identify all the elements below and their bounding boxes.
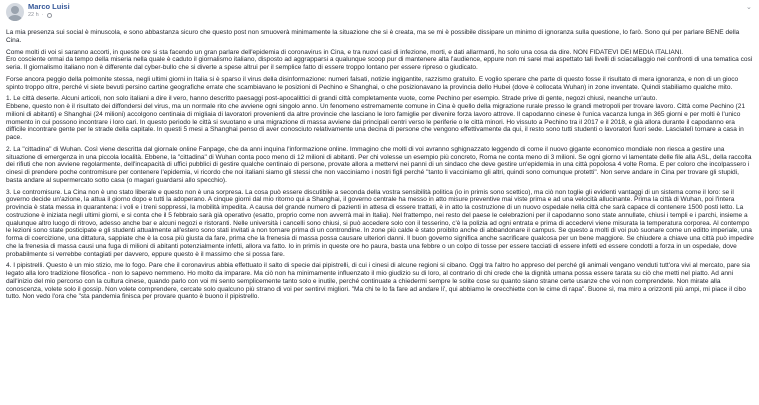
paragraph: 3. Le contromisure. La Cina non è uno stato liberale e questo non è una sorpresa. La cosa può essere discutibile a seconda della vostra sensibilità politica (io in primis sono scettico), ma ciò non toglie gli evidenti vantaggi di un sistema come il loro: se il governo decide un'azione, la attua il giorno dopo e tutti la adoperano. A cinque giorni dal mio ritorno qui a Shanghai, il governo centrale ha messo in atto misure preventive mai viste prima e ad una velocità allucinante. Prima la città di Wuhan, poi l'intera provincia è stata messa in quarantena: i voli e i treni soppressi, la mobilità impedita. A causa del grande numero di pazienti in attesa di essere trattati, è in atto la costruzione di un nuovo ospedale nella città che sarà capace di contenere 1500 posti letto. La costruzione è iniziata negli ultimi giorni, e si conta che il 5 febbraio sarà già operativo (esatto, proprio come non avverrà mai in Italia). Nel frattempo, nei resto del paese le celebrazioni per il capodanno sono state annullate, chiusi i templi e i parchi, insieme a qualunque altro luogo di ritrovo, adesso anche bar e alcuni negozi e ristoranti. Nelle università i cancelli sono chiusi, si può accedere solo con il tesserino, c'è la polizia ad ogni entrata e prima di accedervi viene misurata la temperatura corporea. Al contempo le lezioni sono state posticipate e gli studenti attualmente all'estero sono stati invitati a non tornare prima di un controndine. In zone più calde è stato proibito anche di abbandonare il campus. Se questo a molti di voi può suonare come un editto imperiale, una forma di coercizione, una dittatura, sappiate che è la cosa più giusta da fare, prima che la frenesia di massa possa causare ulteriori danni. Il buon governo significa anche sacrificare qualcosa per un bene maggiore. Se chiudere a chiave una città può impedire che la frenesia di massa causi una fuga di milioni di abitanti potenzialmente infetti, allora va fatto. Io in primis in queste ore ho paura, basta una febbre o un colpo di tosse per essere tacciati di essere infetti ed essere condotti a forza in un ospedale, dove probabilmente si verrebbe contagiati per davvero, eppure questo è il massimo che si possa fare. [6, 188, 754, 258]
globe-icon [47, 13, 52, 18]
chevron-down-icon[interactable]: ⌄ [746, 4, 752, 11]
author-name[interactable]: Marco Luisi [28, 2, 70, 11]
paragraph: 1. Le città deserte. Alcuni articoli, non solo italiani a dire il vero, hanno descritto paesaggi post-apocalittici di grandi città completamente vuote, come Pechino per esempio. Strade prive di gente, negozi chiusi, neanche un'auto. Ebbene, questo non è il risultato dei diffondersi del virus, ma un normale rito che avviene ogni singolo anno. Un fenomeno estremamente comune in Cina è quello della migrazione rurale presso le grandi metropoli per trovare lavoro. Città come Pechino (21 milioni di abitanti) e Shanghai (24 milioni) accolgono centinaia di migliaia di lavoratori provenienti da altre provincie che lasciano le loro famiglie per divenire forza lavoro attrove. Il capodanno cinese è l'unica vacanza lunga in 365 giorni e per molti è l'unico momento in cui possono incontrare i loro cari. In questo periodo le città si svuotano e una migrazione di massa avviene dai principali centri verso le periferie o le città minori. Ho vissuto a Pechino tra il 2017 e il 2018, e già allora durante il capodanno era difficile incontrare gente per le strade della capitale. In questi 5 mesi a Shanghai penso di aver conosciuto relativamente una decina di persone che vengono effettivamente da qui, il resto sono tutti studenti o lavoratori fuori sede. Lasciatelì tornare a casa in pace. [6, 95, 745, 141]
paragraph: 4. I pipistrelli. Questo è un mio stizio, me lo fogo. Pare che il coronavirus abbia effettuato il salto di specie dai pipistrelli, di cui i cinesi di alcune regioni si cibano. Oggi tra l'altro ho appreso del perché gli animali vengano venduti tutt'ora vivi al mercato, pare sia legato alla loro tradizione filosofica - non lo sapevo nemmeno. Ho molto da imparare. Ma ciò non ha minimamente influenzato il mio giudizio su di loro, al contrario di chi crede che la dignità umana possa essere tarata su ciò che metti nel piatto. Ad anni dall'inizio del mio percorso con la cultura cinese, quando parlo con voi mi sento semplicemente tanto solo e inutile, perché continuate a chiedermi sempre le solite cose su quanto siano strane certe usanze che voi non comprendete. Non mirate alla conoscenza, volete solo il gossip. Non volete comprendere, cercate solo qualcuno più strano di voi per sentirvi migliori. "Ma chi te lo fa fare ad andare li', qui abbiamo le orecchiette con le cime di rapa". Buone sì, ma miro a orizzonti più ampi, mi piace il cibo tutto. Non vedo l'ora che "sta pandemia finisca per provare quanto è buono il pipistrello. [6, 262, 751, 301]
meta-separator: · [41, 12, 44, 18]
paragraph: La mia presenza sui social è minuscola, e sono abbastanza sicuro che questo post non smuoverà minimamente la situazione che si è creata, ma se mi è possibile dissipare un minimo di ignoranza sulla questione, lo farò. Sono qui per parlare BENE della Cina. [6, 29, 740, 44]
paragraph: Come molti di voi si saranno accorti, in queste ore si sta facendo un gran parlare dell'epidemia di coronavirus in Cina, e tra nuovi casi di infezione, morti, e dati allarmanti, ho solo una cosa da dire. NON FIDATEVI DEI MEDIA ITALIANI. Ero cosciente ormai da tempo della miseria nella quale è caduto il giornalismo italiano, disposto ad aggrapparsi a qualunque scoop pur di mantenere alta l'audience, eppure non mi sarei mai aspettato tali livelli di sciacallaggio nei confronti di una tematica così seria. Il giornalismo italiano non è differente dal cyber-bullo che si diverte a spese altrui per il semplice fatto di essere troppo lontano per essere ripreso o giudicato. [6, 48, 753, 71]
post-body [6, 29, 754, 305]
avatar-head [11, 6, 19, 14]
post-time[interactable]: 22 h [28, 12, 39, 18]
post-meta [28, 12, 52, 18]
avatar[interactable] [6, 3, 24, 21]
paragraph: Forse ancora peggio della polmonite stessa, negli ultimi giorni in Italia si è sparso il virus della disinformazione: numeri falsati, notizie ingigantite, razzismo gratuito. E voglio sperare che parte di questo fosse il risultato di mera ignoranza, e non di un gioco spinto troppo oltre, perché vi siete bevuti persino cartine geografiche errate che scambiavano le posizioni di Pechino e Shanghai, o che posizionavano la provincia dello Hubei (dove è collocata Wuhan) in zone inventate. Quindi stabiliamo qualche mito. [6, 75, 739, 91]
paragraph: 2. La "cittadina" di Wuhan. Così viene descritta dal giornale online Fanpage, che da anni inquina l'informazione online. Immagino che molti di voi avranno sghignazzato leggendo di come il nuovo gigante economico mondiale non riesca a gestire una situazione di emergenza in una piccola località. Ebbene, la "cittadina" di Wuhan conta poco meno di 12 milioni di abitanti. Per chi volesse un esempio più concreto, Roma ne conta meno di 3 milioni. Se ogni giorno vi lamentate delle file alla ASL, della raccolta dei rifiuti che non avviene regolarmente, dell'incapacità di uffici pubblici di gestire qualche centinaio di persone, provate allora a mettervi nei panni di un sindaco che deve gestire un'epidemia in una città popolosa 4 volte Roma. E per coloro che incolpassero i cinesi di prendere poche contromisure per contenere l'epidemia, vi ricordo che noi italiani siamo gli stessi che non vacciniamo i nostri figli perché "tanto li vacciniamo gli altri, quindi sono comunque protetti". Non serve andare in Cina per trovare gli stupidi, basta andare al supermercato sotto casa (o magari guardarsi allo specchio). [6, 145, 752, 184]
avatar-body [8, 15, 22, 21]
